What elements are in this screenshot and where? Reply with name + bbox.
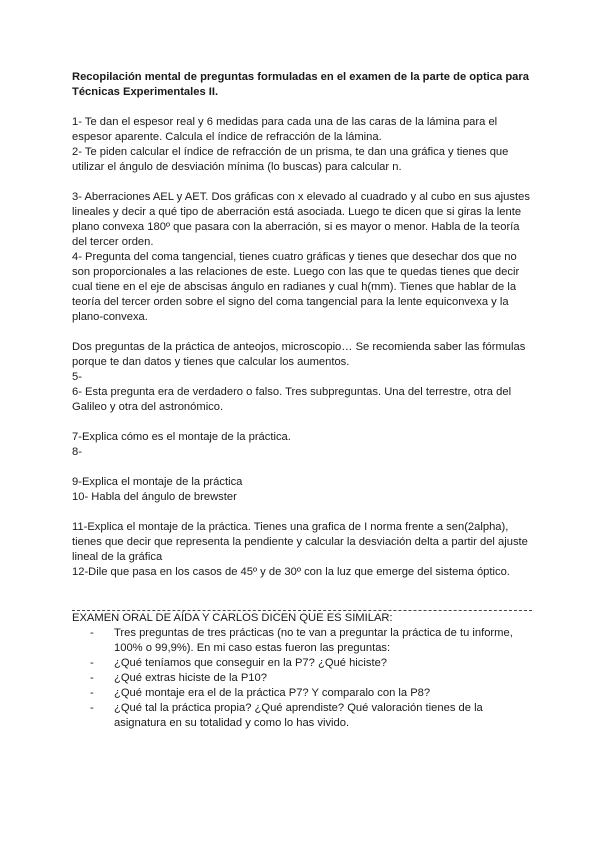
question-3: 3- Aberraciones AEL y AET. Dos gráficas con x elevado al cuadrado y al cubo en sus ajustes lineales y decir a qué tipo de aberración está asociada. Luego te dicen que si giras la lente plano convexa 180º que pasara con la aberración, si es mayor o menor. Habla de la teoría del tercer orden. (72, 191, 530, 248)
bullet-dash: - (90, 627, 94, 639)
spacer (72, 325, 534, 340)
question-4: 4- Pregunta del coma tangencial, tienes cuatro gráficas y tienes que desechar dos que no son proporcionales a las relaciones de este. Luego con las que te quedas tienes que decir cual tiene en el eje de abscisas ángulo en radianes y cual h(mm). Tienes que hablar de la teoría del tercer orden sobre el signo del coma tangencial para la lente equiconvexa y la plano-convexa. (72, 251, 520, 323)
list-item: - ¿Qué teníamos que conseguir en la P7? ¿Qué hiciste? (90, 657, 388, 669)
bullet-dash: - (90, 687, 94, 699)
spacer (72, 505, 534, 520)
list-item: - ¿Qué montaje era el de la práctica P7? Y comparalo con la P8? (90, 687, 431, 699)
spacer (72, 415, 534, 430)
document-body (72, 70, 534, 731)
question-2: 2- Te piden calcular el índice de refracción de un prisma, te dan una gráfica y tienes que utilizar el ángulo de desviación mínima (lo buscas) para calcular n. (72, 146, 509, 173)
question-11: 11-Explica el montaje de la práctica. Tienes una grafica de I norma frente a sen(2alpha), tienes que decir que representa la pendiente y calcular la desviación delta a partir del ajuste lineal de la gráfica (72, 521, 528, 563)
spacer (72, 175, 534, 190)
list-item: - Tres preguntas de tres prácticas (no te van a preguntar la práctica de tu informe, 100% o 99,9%). En mi caso estas fueron las preguntas: (90, 627, 513, 654)
spacer (72, 580, 534, 595)
list-item: - ¿Qué extras hiciste de la P10? (90, 672, 267, 684)
spacer (72, 460, 534, 475)
question-12: 12-Dile que pasa en los casos de 45º y de 30º con la luz que emerge del sistema óptico. (72, 566, 510, 578)
oral-exam-list (72, 626, 534, 731)
bullet-dash: - (90, 657, 94, 669)
question-7: 7-Explica cómo es el montaje de la práctica. (72, 431, 291, 443)
oral-exam-heading: EXAMEN ORAL DE AÍDA Y CARLOS DICEN QUE ES SIMILAR: (72, 612, 393, 624)
anteojos-intro: Dos preguntas de la práctica de anteojos, microscopio… Se recomienda saber las fórmulas porque te dan datos y tienes que calcular los aumentos. (72, 341, 526, 368)
bullet-dash: - (90, 672, 94, 684)
question-10: 10- Habla del ángulo de brewster (72, 491, 237, 503)
question-8: 8- (72, 446, 82, 458)
bullet-dash: - (90, 702, 94, 714)
question-1: 1- Te dan el espesor real y 6 medidas para cada una de las caras de la lámina para el espesor aparente. Calcula el índice de refracción de la lámina. (72, 116, 498, 143)
question-6: 6- Esta pregunta era de verdadero o falso. Tres subpreguntas. Una del terrestre, otra del Galileo y otra del astronómico. (72, 386, 512, 413)
list-item: - ¿Qué tal la práctica propia? ¿Qué aprendiste? Qué valoración tienes de la asignatura en su totalidad y como lo has vivido. (90, 702, 483, 729)
question-9: 9-Explica el montaje de la práctica (72, 476, 243, 488)
document-title: Recopilación mental de preguntas formuladas en el examen de la parte de optica para Técnicas Experimentales II. (72, 71, 529, 98)
question-5: 5- (72, 371, 82, 383)
